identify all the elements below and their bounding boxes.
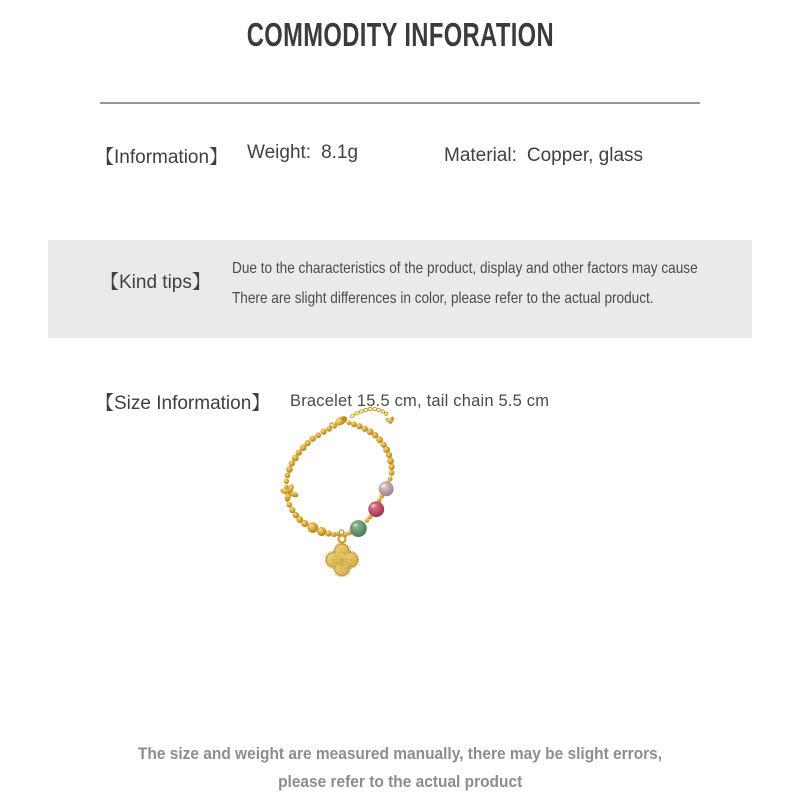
kind-tips-label: 【Kind tips】 [100,272,211,293]
lavender-bead [379,481,394,496]
information-label: 【Information】 [95,147,229,168]
kind-tips-line-1: Due to the characteristics of the product, display and other factors may cause [232,260,698,277]
size-information-value: Bracelet 15.5 cm, tail chain 5.5 cm [290,392,550,410]
kind-tips-text [232,254,780,314]
kind-tips-line-2: There are slight differences in color, please refer to the actual product. [232,290,654,307]
heart-charm-icon [385,417,395,425]
weight-field [247,142,358,164]
tail-chain [350,407,388,418]
footer-note-line-2: please refer to the actual product [277,772,523,791]
green-bead [350,520,367,537]
page-title [0,16,800,54]
pendant-bail [339,535,346,542]
jump-ring [339,530,343,534]
large-gold-bead [307,522,317,532]
size-information-label: 【Size Information】 [95,393,271,414]
gold-bead-chain [284,421,395,537]
stone-beads [350,481,394,537]
footer-note-line-1: The size and weight are measured manually, there may be slight errors, [137,744,663,763]
kind-tips-box [48,240,752,338]
flower-charm [277,481,301,505]
weight-value: 8.1g [321,142,359,163]
red-bead [368,501,384,517]
clover-pendant [325,530,359,577]
large-gold-bead [317,527,326,536]
page-title-text: COMMODITY INFORATION [246,16,554,53]
weight-label: Weight: [247,142,312,163]
material-field [444,145,643,167]
material-value: Copper, glass [526,145,644,166]
bracelet-image [240,403,570,800]
divider-line [100,102,700,104]
material-label: Material: [444,145,517,166]
